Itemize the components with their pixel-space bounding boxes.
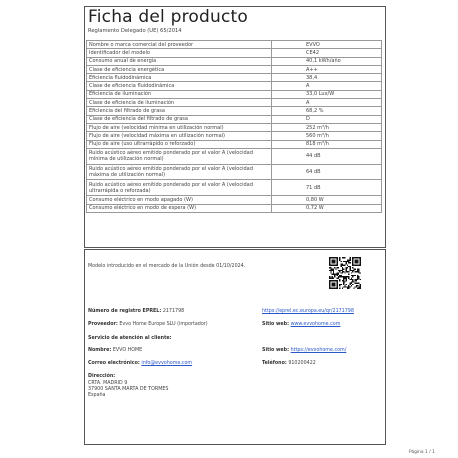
- regulation-subtitle: Reglamento Delegado (UE) 65/2014: [88, 28, 182, 34]
- spec-label: Clase de eficiencia del filtrado de grasa: [87, 115, 272, 123]
- spec-value: 71 dB: [272, 180, 382, 196]
- spec-row: [87, 204, 382, 212]
- page-number: Página 1 / 1: [409, 450, 435, 455]
- spec-label: Eficiencia de iluminación: [87, 90, 272, 98]
- spec-value: 0,72 W: [272, 204, 382, 212]
- service-email-label: Correo electrónico:: [88, 361, 140, 366]
- spec-value: 560 m³/h: [272, 132, 382, 140]
- supplier-web-row: [262, 322, 340, 327]
- supplier-web-link[interactable]: www.evvohome.com: [290, 322, 341, 327]
- spec-value: 33,0 Lux/W: [272, 90, 382, 98]
- spec-row: [87, 164, 382, 180]
- spec-label: Flujo de aire (uso ultrarrápido o reforzado): [87, 140, 272, 148]
- spec-label: Ruido acústico aéreo emitido ponderado por el valor A (velocidad ultrarrápida o reforzada): [87, 180, 272, 196]
- spec-label: Consumo anual de energía: [87, 57, 272, 65]
- spec-row: [87, 82, 382, 90]
- eprel-label: Número de registro EPREL:: [88, 309, 162, 314]
- service-web-label: Sitio web:: [262, 348, 290, 353]
- qr-code-icon[interactable]: [329, 257, 361, 289]
- spec-label: Flujo de aire (velocidad máxima en utilización normal): [87, 132, 272, 140]
- spec-row: [87, 196, 382, 204]
- supplier-value: Evvo Home Europe SLU (importador): [119, 322, 208, 327]
- service-name-row: [88, 348, 142, 353]
- spec-label: Identificador del modelo: [87, 49, 272, 57]
- spec-label: Nombre o marca comercial del proveedor: [87, 41, 272, 49]
- service-phone-value: 910200422: [288, 361, 316, 366]
- service-name-value: EVVO HOME: [112, 348, 143, 353]
- address-line-3: España: [88, 393, 106, 398]
- spec-label: Clase de eficiencia energética: [87, 65, 272, 73]
- spec-row: [87, 49, 382, 57]
- spec-table: [86, 40, 382, 213]
- spec-row: [87, 90, 382, 98]
- spec-value: 252 m³/h: [272, 123, 382, 131]
- service-email-link[interactable]: info@evvohome.com: [141, 361, 193, 366]
- spec-value: 44 dB: [272, 148, 382, 164]
- spec-value: 68,2 %: [272, 107, 382, 115]
- service-web-row: [262, 348, 346, 353]
- page-title: Ficha del producto: [88, 7, 248, 27]
- spec-row: [87, 107, 382, 115]
- spec-label: Flujo de aire (velocidad mínima en utilización normal): [87, 123, 272, 131]
- spec-label: Consumo eléctrico en modo apagado (W): [87, 196, 272, 204]
- address-line-1: CRTA. MADRID 9: [88, 381, 128, 386]
- spec-value: A: [272, 99, 382, 107]
- spec-value: 64 dB: [272, 164, 382, 180]
- service-web-link[interactable]: https://evvohome.com/: [290, 348, 347, 353]
- spec-value: 0,80 W: [272, 196, 382, 204]
- supplier-row: [88, 322, 208, 327]
- service-name-label: Nombre:: [88, 348, 112, 353]
- spec-value: D: [272, 115, 382, 123]
- spec-row: [87, 57, 382, 65]
- spec-row: [87, 140, 382, 148]
- spec-label: Clase de eficiencia de iluminación: [87, 99, 272, 107]
- market-intro-text: Modelo introducido en el mercado de la Unión desde 01/10/2024.: [88, 264, 246, 269]
- eprel-row: [88, 309, 184, 314]
- service-email-row: [88, 361, 192, 366]
- supplier-web-label: Sitio web:: [262, 322, 290, 327]
- eprel-link[interactable]: https://eprel.ec.europa.eu/qr/2171798: [262, 309, 354, 314]
- spec-row: [87, 115, 382, 123]
- spec-row: [87, 148, 382, 164]
- spec-value: A++: [272, 65, 382, 73]
- spec-label: Clase de eficiencia fluidodinámica: [87, 82, 272, 90]
- supplier-label: Proveedor:: [88, 322, 118, 327]
- customer-service-heading: Servicio de atención al cliente:: [88, 336, 172, 341]
- spec-label: Eficiencia fluidodinámica: [87, 74, 272, 82]
- spec-row: [87, 41, 382, 49]
- spec-row: [87, 132, 382, 140]
- spec-row: [87, 65, 382, 73]
- spec-value: EVVO: [272, 41, 382, 49]
- spec-row: [87, 180, 382, 196]
- eprel-value: 2171798: [162, 309, 185, 314]
- spec-value: 818 m³/h: [272, 140, 382, 148]
- spec-label: Eficiencia del filtrado de grasa: [87, 107, 272, 115]
- spec-label: Ruido acústico aéreo emitido ponderado por el valor A (velocidad máxima de utilización normal): [87, 164, 272, 180]
- service-phone-row: [262, 361, 316, 366]
- spec-value: 38,4: [272, 74, 382, 82]
- spec-value: A: [272, 82, 382, 90]
- spec-row: [87, 74, 382, 82]
- spec-value: CE42: [272, 49, 382, 57]
- spec-row: [87, 123, 382, 131]
- address-label: Dirección:: [88, 374, 116, 379]
- spec-label: Consumo eléctrico en modo de espera (W): [87, 204, 272, 212]
- spec-value: 40,1 kWh/año: [272, 57, 382, 65]
- address-line-2: 37900 SANTA MARTA DE TORMES: [88, 387, 169, 392]
- spec-row: [87, 99, 382, 107]
- spec-label: Ruido acústico aéreo emitido ponderado por el valor A (velocidad mínima de utilización normal): [87, 148, 272, 164]
- service-phone-label: Teléfono:: [262, 361, 287, 366]
